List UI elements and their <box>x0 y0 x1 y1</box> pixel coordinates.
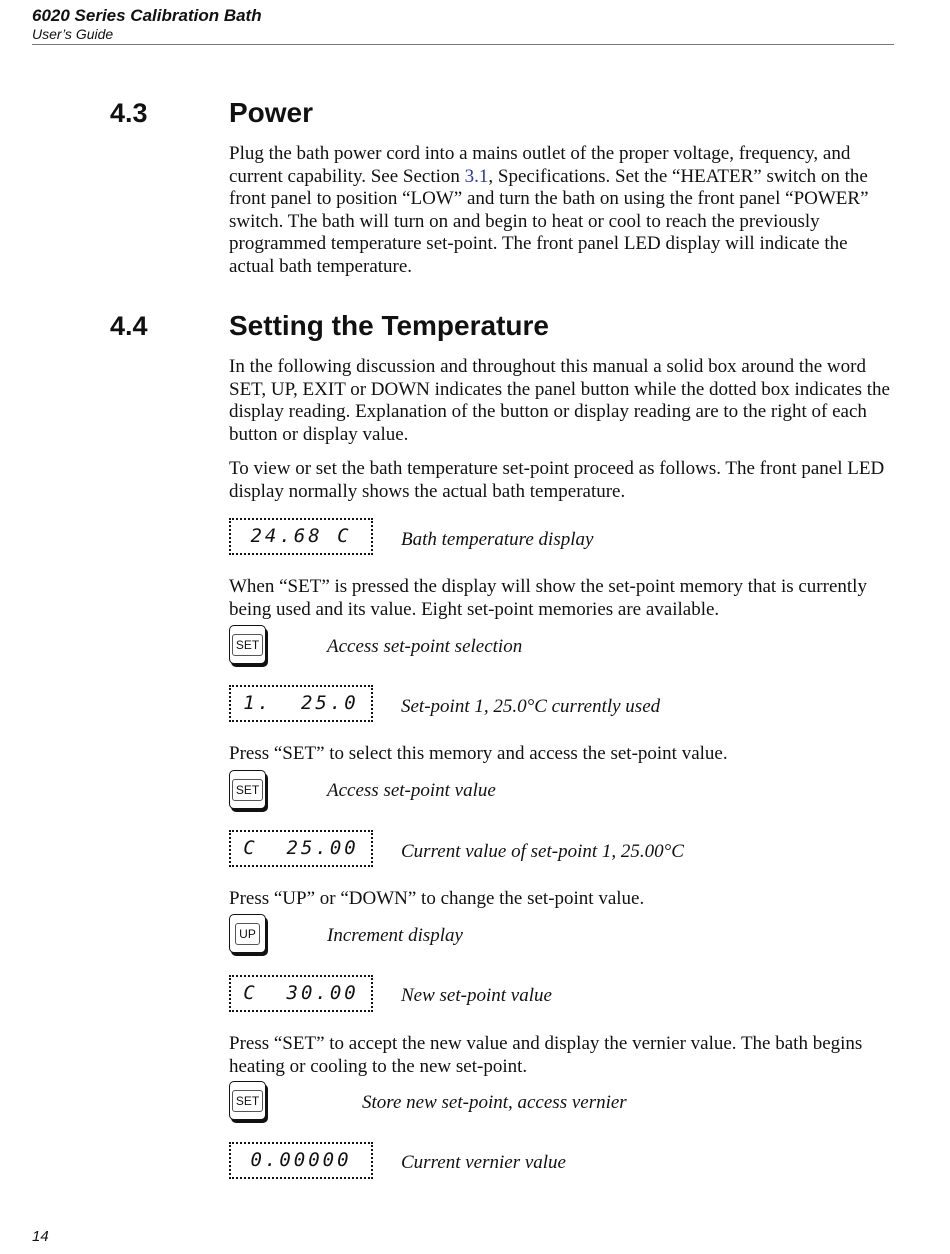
set-button-3-label: SET <box>232 1090 263 1112</box>
section-3-1-link[interactable]: 3.1 <box>464 165 489 187</box>
set-button-1 <box>229 625 266 664</box>
document-subtitle: User’s Guide <box>32 26 114 42</box>
display-reading-current-value: C 25.00 <box>229 830 373 867</box>
set-button-2 <box>229 770 266 809</box>
button-description-access-value: Access set-point value <box>327 780 496 801</box>
display-description-new-setpoint: New set-point value <box>401 985 552 1006</box>
change-value-paragraph: Press “UP” or “DOWN” to change the set-point value. <box>229 888 645 909</box>
button-description-store-setpoint: Store new set-point, access vernier <box>362 1092 627 1113</box>
button-description-access-selection: Access set-point selection <box>327 636 523 657</box>
display-reading-bath-temperature: 24.68 C <box>229 518 373 555</box>
up-button <box>229 914 266 953</box>
temperature-view-paragraph: To view or set the bath temperature set-point proceed as follows. The front panel LED display normally shows the actual bath temperature. <box>229 458 885 502</box>
display-reading-new-setpoint: C 30.00 <box>229 975 373 1012</box>
section-number-power: 4.3 <box>110 98 148 128</box>
power-text-end: , Specifications. Set the “HEATER” switch on the front panel to position “LOW” and turn the bath on using the front panel “POWER” switch. The bath will turn on and begin to heat or cool to reach the previously programmed temperature set-point. The front panel LED display will indicate the actual bath temperature. <box>229 165 869 277</box>
select-memory-paragraph: Press “SET” to select this memory and access the set-point value. <box>229 743 728 764</box>
display-reading-setpoint-1: 1. 25.0 <box>229 685 373 722</box>
section-title-power: Power <box>229 97 314 128</box>
set-button-1-label: SET <box>232 634 263 656</box>
power-paragraph <box>229 143 897 279</box>
temperature-intro-paragraph: In the following discussion and throughout this manual a solid box around the word SET, UP, EXIT or DOWN indicates the panel button while the dotted box indicates the display reading. Explanation of the button or display reading are to the right of each button or display value. <box>229 356 890 445</box>
section-title-temperature: Setting the Temperature <box>229 310 549 341</box>
set-button-2-label: SET <box>232 779 263 801</box>
page-header <box>32 6 894 45</box>
button-description-increment: Increment display <box>327 925 463 946</box>
set-button-3 <box>229 1081 266 1120</box>
display-description-setpoint-1: Set-point 1, 25.0°C currently used <box>401 696 661 717</box>
display-description-current-value: Current value of set-point 1, 25.00°C <box>401 841 684 862</box>
display-description-bath-temperature: Bath temperature display <box>401 529 594 550</box>
section-number-temperature: 4.4 <box>110 311 148 341</box>
display-reading-vernier: 0.00000 <box>229 1142 373 1179</box>
document-title: 6020 Series Calibration Bath <box>32 6 262 25</box>
display-description-vernier: Current vernier value <box>401 1152 566 1173</box>
accept-value-paragraph: Press “SET” to accept the new value and display the vernier value. The bath begins heating or cooling to the new set-point. <box>229 1033 863 1077</box>
power-text-start: Plug the bath power cord into a mains outlet of the proper voltage, frequency, and current capability. See Section <box>229 143 851 187</box>
page-number: 14 <box>32 1228 49 1245</box>
up-button-label: UP <box>235 923 260 945</box>
set-press-paragraph: When “SET” is pressed the display will show the set-point memory that is currently being used and its value. Eight set-point memories are available. <box>229 576 867 620</box>
